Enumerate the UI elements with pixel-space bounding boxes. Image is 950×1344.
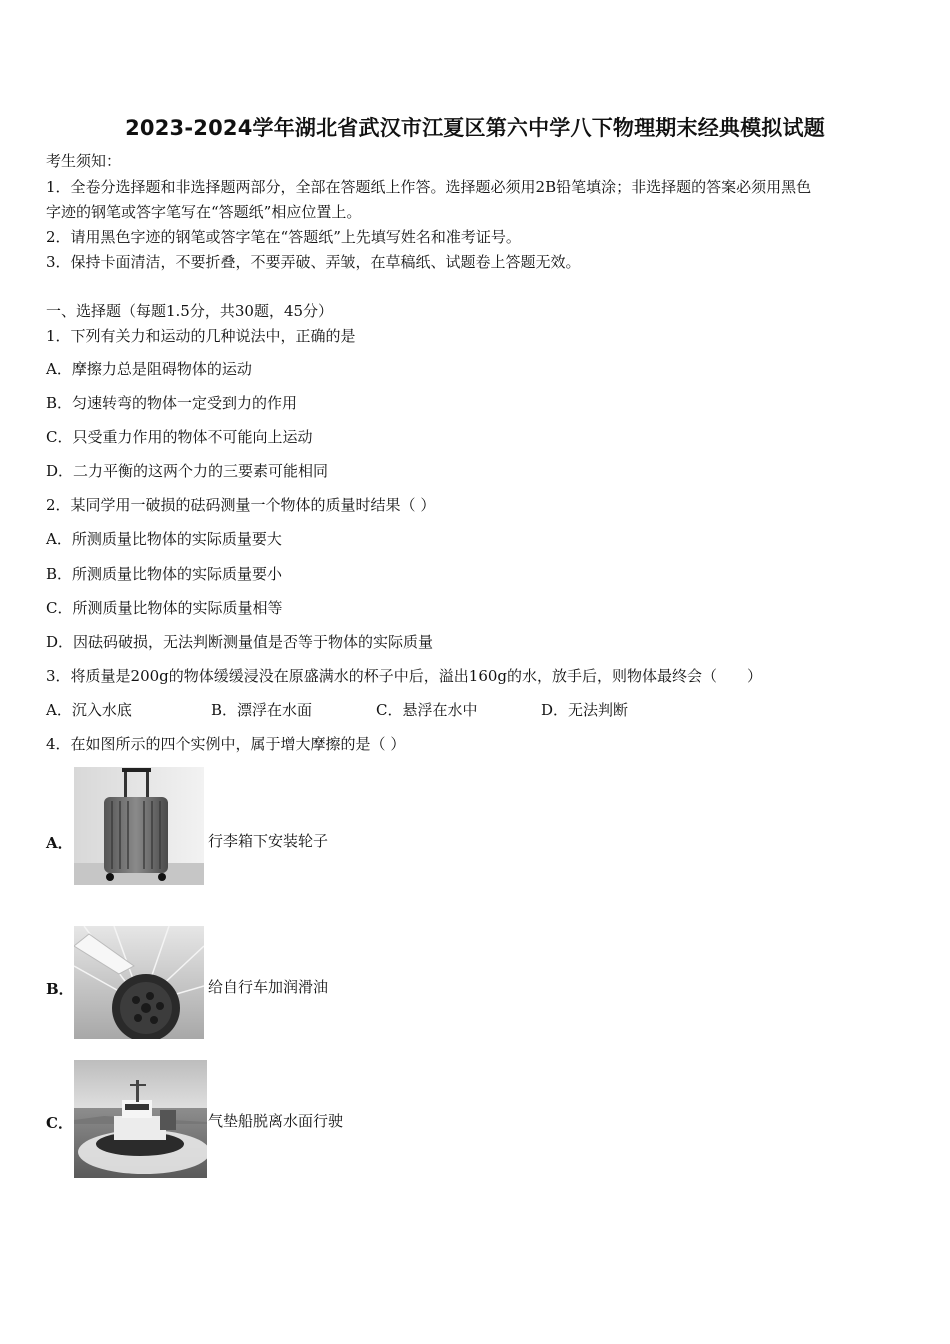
bicycle-oil-photo-icon bbox=[74, 926, 204, 1039]
q3-option-c: C．悬浮在水中 bbox=[376, 701, 478, 719]
question-1-stem: 1．下列有关力和运动的几种说法中，正确的是 bbox=[46, 327, 356, 345]
notice-item: 1．全卷分选择题和非选择题两部分，全部在答题纸上作答。选择题必须用2B铅笔填涂；非选择题的答案必须用黑色 bbox=[46, 178, 812, 196]
q2-option-c: C．所测质量比物体的实际质量相等 bbox=[46, 599, 283, 617]
q4-option-b-caption: 给自行车加润滑油 bbox=[208, 978, 329, 996]
section-heading: 一、选择题（每题1.5分，共30题，45分） bbox=[46, 302, 334, 320]
question-3-stem: 3．将质量是200g的物体缓缓浸没在原盛满水的杯子中后，溢出160g的水，放手后，则物体最终会（ ） bbox=[46, 667, 763, 685]
q2-option-b: B．所测质量比物体的实际质量要小 bbox=[46, 565, 283, 583]
q3-option-a: A．沉入水底 bbox=[46, 701, 132, 719]
hovercraft-photo-icon bbox=[74, 1060, 207, 1178]
notice-item: 3．保持卡面清洁，不要折叠，不要弄破、弄皱，在草稿纸、试题卷上答题无效。 bbox=[46, 253, 581, 271]
q1-option-c: C．只受重力作用的物体不可能向上运动 bbox=[46, 428, 313, 446]
question-2-stem: 2．某同学用一破损的砝码测量一个物体的质量时结果（ ） bbox=[46, 496, 436, 514]
q1-option-b: B．匀速转弯的物体一定受到力的作用 bbox=[46, 394, 298, 412]
suitcase-photo-icon bbox=[74, 767, 204, 885]
notice-item: 2．请用黑色字迹的钢笔或答字笔在“答题纸”上先填写姓名和准考证号。 bbox=[46, 228, 521, 246]
q3-option-d: D．无法判断 bbox=[541, 701, 629, 719]
q1-option-d: D．二力平衡的这两个力的三要素可能相同 bbox=[46, 462, 329, 480]
page-title: 2023-2024学年湖北省武汉市江夏区第六中学八下物理期末经典模拟试题 bbox=[125, 116, 825, 140]
q4-option-c-label: C． bbox=[46, 1114, 73, 1132]
q3-option-b: B．漂浮在水面 bbox=[211, 701, 313, 719]
q4-option-a-caption: 行李箱下安装轮子 bbox=[208, 832, 329, 850]
notice-item: 字迹的钢笔或答字笔写在“答题纸”相应位置上。 bbox=[46, 203, 362, 221]
question-4-stem: 4．在如图所示的四个实例中，属于增大摩擦的是（ ） bbox=[46, 735, 406, 753]
q4-option-c-caption: 气垫船脱离水面行驶 bbox=[208, 1112, 344, 1130]
notice-heading: 考生须知： bbox=[46, 152, 122, 170]
q2-option-d: D．因砝码破损，无法判断测量值是否等于物体的实际质量 bbox=[46, 633, 434, 651]
q1-option-a: A．摩擦力总是阻碍物体的运动 bbox=[46, 360, 252, 378]
q4-option-b-label: B． bbox=[46, 980, 74, 998]
q2-option-a: A．所测质量比物体的实际质量要大 bbox=[46, 530, 282, 548]
q4-option-a-label: A． bbox=[46, 834, 73, 852]
